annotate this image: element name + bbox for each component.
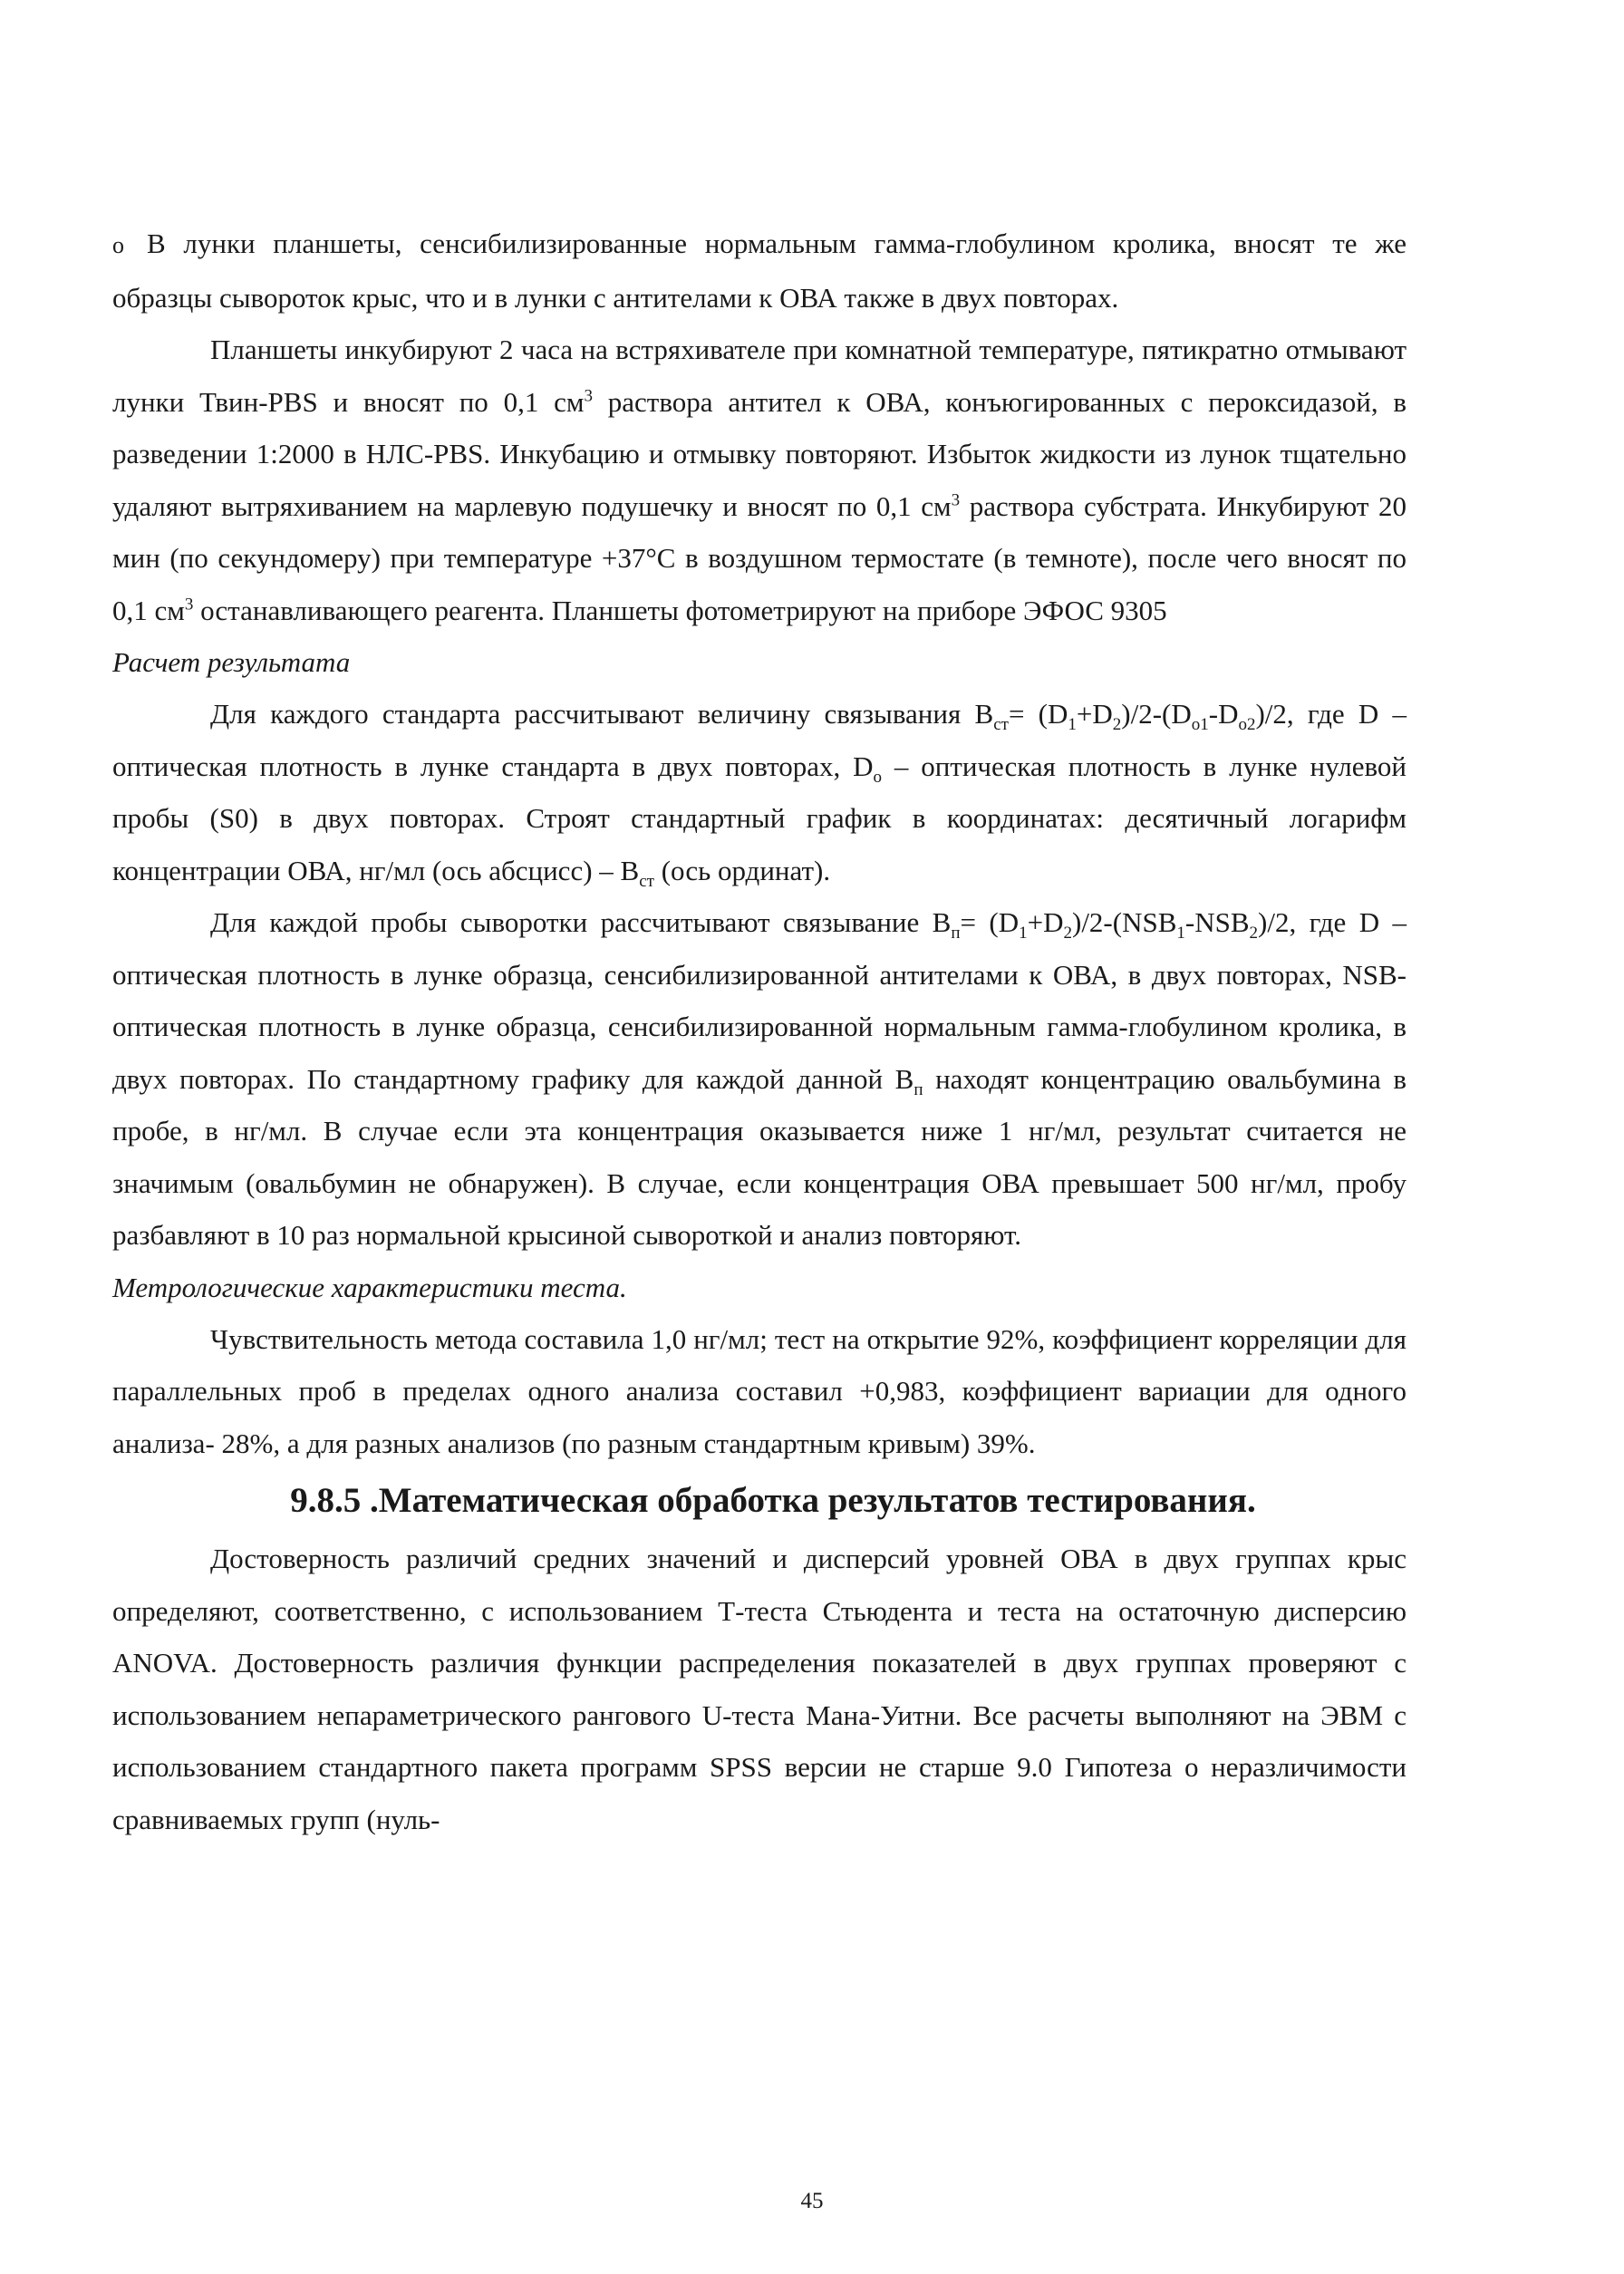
incubation-text-1: Планшеты инкубируют 2 часа на встряхивателе при комнатной температуре, пятикратно отмывают лунки Твин-PBS и вносят по 0,1 см xyxy=(112,334,1406,418)
section-heading: 9.8.5 .Математическая обработка результатов тестирования. xyxy=(290,1481,1256,1520)
superscript: 3 xyxy=(951,490,961,510)
subscript: 1 xyxy=(1068,715,1077,735)
standard-text: – оптическая плотность в лунке нулевой пробы (S0) в двух повторах. Строят стандартный график в координатах: десятичный логарифм концентрации ОВА, нг/мл (ось абсцисс) – В xyxy=(112,750,1406,886)
subscript: п xyxy=(914,1079,923,1099)
subscript: 1 xyxy=(1176,924,1185,943)
bullet-paragraph-text: В лунки планшеты, сенсибилизированные нормальным гамма-глобулином кролика, вносят те же образцы сывороток крыс, что и в лунки с антителами к ОВА также в двух повторах. xyxy=(112,227,1406,314)
standard-text: Для каждого стандарта рассчитывают величину связывания В xyxy=(210,698,994,730)
standard-text: = (D xyxy=(1008,698,1068,730)
subscript: o1 xyxy=(1191,715,1209,735)
standard-text: (ось ординат). xyxy=(653,854,831,886)
bullet-marker: o xyxy=(112,232,124,258)
bullet-paragraph xyxy=(112,218,1406,324)
subheading-metrology: Метрологические характеристики теста. xyxy=(112,1271,627,1303)
superscript: 3 xyxy=(584,386,593,406)
sample-text: Для каждой пробы сыворотки рассчитывают связывание В xyxy=(210,906,952,938)
sample-text: )/2-(NSB xyxy=(1072,906,1177,938)
subscript: o2 xyxy=(1238,715,1256,735)
subscript: 2 xyxy=(1249,924,1259,943)
incubation-text-4: останавливающего реагента. Планшеты фотометрируют на приборе ЭФОС 9305 xyxy=(193,594,1167,626)
superscript: 3 xyxy=(184,595,194,614)
paragraph-standard xyxy=(112,688,1406,896)
sample-text: -NSB xyxy=(1184,906,1250,938)
paragraph-sample xyxy=(112,896,1406,1262)
standard-text: )/2, где D – оптическая плотность в лунке стандарта в двух повторах, D xyxy=(112,698,1406,782)
paragraph-metrology: Чувствительность метода составила 1,0 нг/мл; тест на открытие 92%, коэффициент корреляции для параллельных проб в пределах одного анализа составил +0,983, коэффициент вариации для одного анализа- 28%, а для разных анализов (по разным стандартным кривым) 39%. xyxy=(112,1322,1406,1459)
paragraph-math: Достоверность различий средних значений и дисперсий уровней ОВА в двух группах крыс определяют, соответственно, с использованием Т-теста Стьюдента и теста на остаточную дисперсию ANOVA. Достоверность различия функции распределения показателей в двух группах проверяют с использованием непараметрического рангового U-теста Мана-Уитни. Все расчеты выполняют на ЭВМ с использованием стандартного пакета программ SPSS версии не старше 9.0 Гипотеза о неразличимости сравниваемых групп (нуль- xyxy=(112,1543,1406,1835)
sample-text: +D xyxy=(1027,906,1064,938)
subscript: п xyxy=(951,924,961,943)
sample-text: находят концентрацию овальбумина в пробе, в нг/мл. В случае если эта концентрация оказывается ниже 1 нг/мл, результат считается не значимым (овальбумин не обнаружен). В случае, если концентрация ОВА превышает 500 нг/мл, пробу разбавляют в 10 раз нормальной крысиной сывороткой и анализ повторяют. xyxy=(112,1062,1407,1251)
subscript: 2 xyxy=(1112,715,1122,735)
standard-text: +D xyxy=(1076,698,1113,730)
document-page xyxy=(112,218,1406,1845)
subscript: 1 xyxy=(1019,924,1028,943)
sample-text: )/2, где D – оптическая плотность в лунке образца, сенсибилизированной антителами к ОВА, в двух повторах, NSB- оптическая плотность в лунке образца, сенсибилизированной нормальным гамма-глобулином кролика, в двух повторах. По стандартному графику для каждой данной В xyxy=(112,906,1407,1095)
incubation-text-3: раствора субстрата. Инкубируют 20 мин (по секундомеру) при температуре +37°С в воздушном термостате (в темноте), после чего вносят по 0,1 см xyxy=(112,489,1406,626)
subscript: 2 xyxy=(1063,924,1072,943)
subheading-result: Расчет результата xyxy=(112,646,351,678)
sample-text: = (D xyxy=(960,906,1020,938)
subscript: ст xyxy=(993,715,1009,735)
standard-text: -D xyxy=(1208,698,1239,730)
page-number: 45 xyxy=(800,2189,824,2213)
incubation-text-2: раствора антител к ОВА, конъюгированных с пероксидазой, в разведении 1:2000 в НЛС-PBS. Инкубацию и отмывку повторяют. Избыток жидкости из лунок тщательно удаляют вытряхиванием на марлевую подушечку и вносят по 0,1 см xyxy=(112,385,1406,522)
standard-text: )/2-(D xyxy=(1121,698,1192,730)
subscript: o xyxy=(873,767,883,787)
paragraph-incubation xyxy=(112,324,1406,636)
subscript: ст xyxy=(639,871,654,891)
